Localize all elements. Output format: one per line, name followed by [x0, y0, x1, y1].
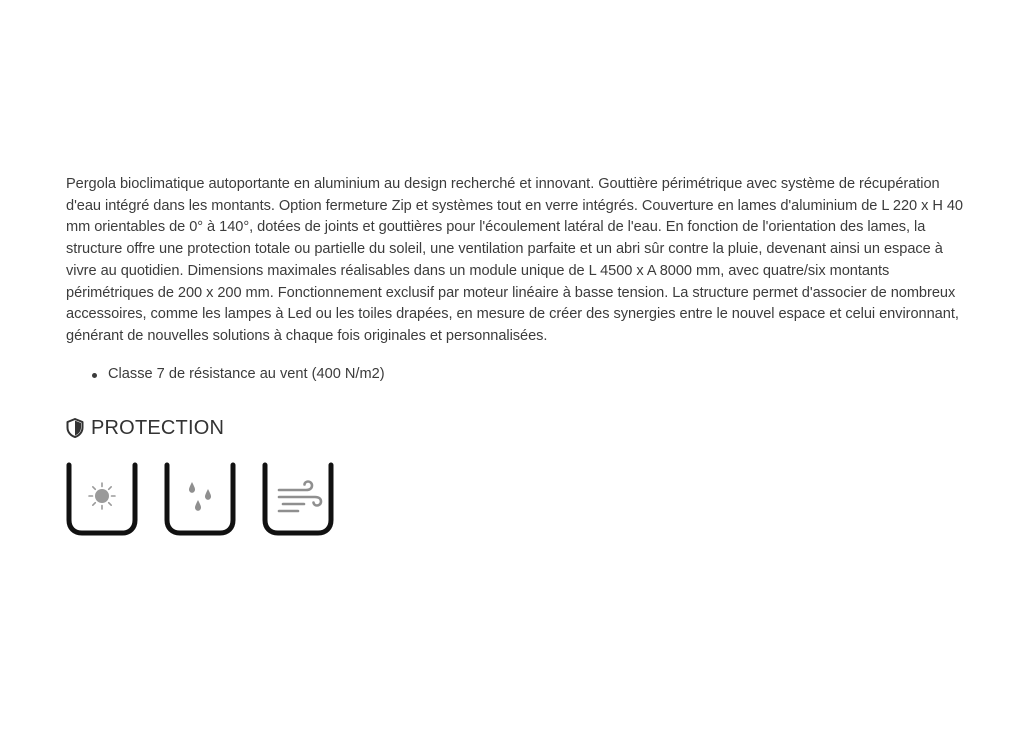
- protection-heading: [66, 417, 966, 440]
- sun-protection-icon: [66, 462, 138, 536]
- product-description: Pergola bioclimatique autoportante en aluminium au design recherché et innovant. Gouttière périmétrique avec système de récupération d'eau intégré dans les montants. Option fermeture Zip et systèmes tout en verre intégrés. Couverture en lames d'aluminium de L 220 x H 40 mm orientables de 0° à 140°, dotées de joints et gouttières pour l'écoulement latéral de l'eau. En fonction de l'orientation des lames, la structure offre une protection totale ou partielle du soleil, une ventilation parfaite et un abri sûr contre la pluie, devenant ainsi un espace à vivre au quotidien. Dimensions maximales réalisables dans un module unique de L 4500 x A 8000 mm, avec quatre/six montants périmétriques de 200 x 200 mm. Fonctionnement exclusif par moteur linéaire à basse tension. La structure permet d'associer de nombreux accessoires, comme les lampes à Led ou les toiles drapées, en mesure de créer des synergies entre le nouvel espace et celui environnant, générant de nouvelles solutions à chaque fois originales et personnalisées.: [66, 176, 963, 344]
- rain-protection-icon: [164, 462, 236, 536]
- shield-icon: [66, 418, 84, 438]
- protection-icons: [66, 462, 966, 536]
- wind-protection-icon: [262, 462, 334, 536]
- product-details: [66, 174, 966, 536]
- feature-item: Classe 7 de résistance au vent (400 N/m2): [108, 364, 966, 385]
- protection-title: PROTECTION: [91, 416, 225, 439]
- feature-list: [66, 364, 966, 385]
